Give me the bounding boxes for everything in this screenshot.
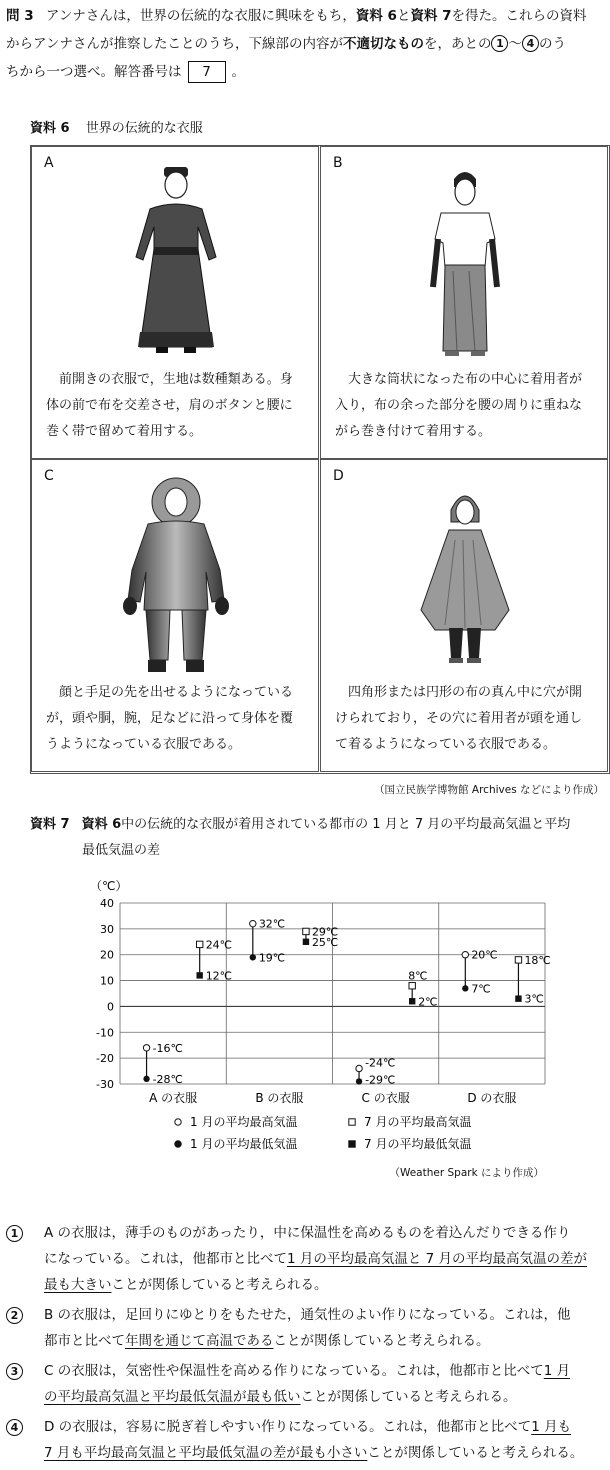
jul-min-label: 2℃ — [418, 995, 438, 1009]
jul-max-point — [303, 928, 309, 934]
legend-marker — [349, 1141, 355, 1147]
clothing-a-illustration — [32, 147, 320, 362]
material7-title: 中の伝統的な衣服が着用されている都市の 1 月と 7 月の平均最高気温と平均 — [121, 817, 571, 832]
choice-number: 2 — [6, 1307, 23, 1324]
chart-unit-label: （℃） — [90, 879, 128, 893]
jan-max-point — [250, 920, 256, 926]
legend-label: 1 月の平均最高気温 — [190, 1115, 298, 1129]
jan-max-label: 20℃ — [471, 948, 498, 962]
jan-max-point — [356, 1065, 362, 1071]
material6-label: 資料 6 — [30, 121, 70, 136]
x-category-label: D の衣服 — [467, 1091, 517, 1105]
y-tick-label: -20 — [96, 1052, 114, 1066]
cell-letter: B — [333, 155, 343, 171]
jul-min-point — [196, 972, 202, 978]
jan-max-label: 32℃ — [258, 917, 286, 931]
y-tick-label: -30 — [96, 1078, 114, 1091]
clothing-cell-a — [31, 146, 319, 459]
question-line-2: からアンナさんが推察したことのうち，下線部の内容が不適切なものを，あとの 1 〜 4 のう — [6, 36, 566, 52]
material6-title: 世界の伝統的な衣服 — [85, 121, 203, 136]
y-tick-label: 0 — [107, 1000, 114, 1014]
jul-max-point — [515, 957, 521, 963]
material7-heading: 資料 7 資料 6中の伝統的な衣服が着用されている都市の 1 月と 7 月の平均最高気温と平均 最低気温の差 — [30, 817, 571, 858]
choice-number: 4 — [6, 1419, 23, 1436]
x-category-label: B の衣服 — [255, 1091, 304, 1105]
jul-max-label: 18℃ — [524, 953, 551, 967]
cell-letter: A — [44, 155, 54, 171]
choice-3[interactable]: 3 C の衣服は，気密性や保温性を高める作りになっている。これは，他都市と比べて1 月 の平均最高気温と平均最低気温が最も低いことが関係していると考えられる。 — [6, 1358, 606, 1410]
cell-letter: C — [44, 468, 54, 484]
jan-min-label: 7℃ — [471, 982, 491, 996]
cell-description: 前開きの衣服で，生地は数種類ある。身 体の前で布を交差させ，肩のボタンと腰に 巻く帯で留めて着用する。 — [46, 372, 293, 439]
material7-source: （Weather Spark により作成） — [389, 1167, 544, 1179]
choice-2[interactable]: 2 B の衣服は，足回りにゆとりをもたせた，通気性のよい作りになっている。これは，他 都市と比べて年間を通じて高温であることが関係していると考えられる。 — [6, 1302, 606, 1354]
jul-min-label: 3℃ — [524, 992, 544, 1006]
jul-max-label: 29℃ — [311, 925, 339, 939]
jul-min-point — [409, 998, 415, 1004]
clothing-d-illustration — [321, 460, 609, 675]
jul-min-point — [303, 939, 309, 945]
jul-max-label: 8℃ — [408, 969, 428, 983]
y-tick-label: -10 — [96, 1026, 114, 1040]
jan-min-point — [250, 954, 256, 960]
clothing-c-illustration — [32, 460, 320, 675]
y-tick-label: 10 — [100, 974, 114, 988]
jan-min-label: 19℃ — [258, 951, 286, 965]
jan-max-label: -16℃ — [152, 1041, 183, 1055]
question-line-1: 問 3 アンナさんは，世界の伝統的な衣服に興味をもち，資料 6と資料 7を得た。これらの資料 — [6, 8, 587, 24]
x-category-label: C の衣服 — [361, 1091, 410, 1105]
legend-label: 7 月の平均最低気温 — [364, 1137, 472, 1151]
clothing-b-illustration — [321, 147, 609, 362]
legend-marker — [175, 1141, 181, 1147]
jul-min-label: 12℃ — [205, 969, 233, 983]
circled-number-4: 4 — [522, 35, 539, 52]
jan-min-point — [356, 1078, 362, 1084]
clothing-cell-c — [31, 459, 319, 772]
y-tick-label: 20 — [100, 948, 114, 962]
cell-description: 顔と手足の先を出せるようになっている が，頭や胴，腕，足などに沿って身体を覆 うようになっている衣服である。 — [46, 685, 294, 752]
jul-min-label: 25℃ — [311, 935, 339, 949]
choice-number: 1 — [6, 1225, 23, 1242]
answer-number-box: 7 — [188, 61, 226, 83]
question-number: 問 3 — [6, 8, 34, 24]
legend-label: 1 月の平均最低気温 — [190, 1137, 298, 1151]
jan-min-label: -29℃ — [365, 1073, 396, 1087]
choice-4[interactable]: 4 D の衣服は，容易に脱ぎ着しやすい作りになっている。これは，他都市と比べて1 月も 7 月も平均最高気温と平均最低気温の差が最も小さいことが関係していると考えられる。 — [6, 1414, 606, 1466]
y-tick-label: 40 — [100, 897, 114, 910]
choice-number: 3 — [6, 1363, 23, 1380]
jan-max-point — [462, 952, 468, 958]
clothing-grid — [30, 145, 610, 774]
jan-max-point — [143, 1045, 149, 1051]
clothing-cell-b — [320, 146, 608, 459]
legend-label: 7 月の平均最高気温 — [364, 1115, 472, 1129]
jul-max-label: 24℃ — [205, 938, 233, 952]
question-header — [6, 2, 606, 86]
jul-max-point — [409, 983, 415, 989]
y-tick-label: 30 — [100, 922, 114, 936]
circled-number-1: 1 — [491, 35, 508, 52]
cell-description: 四角形または円形の布の真ん中に穴が開 けられており，その穴に着用者が頭を通し て着るようになっている衣服である。 — [335, 685, 583, 752]
temperature-chart — [0, 870, 610, 1110]
x-category-label: A の衣服 — [149, 1091, 198, 1105]
material7-label: 資料 7 — [30, 817, 70, 832]
jul-min-point — [515, 995, 521, 1001]
question-line-3: ちから一つ選べ。解答番号は 7 。 — [6, 58, 606, 86]
clothing-cell-d — [320, 459, 608, 772]
material6-heading — [30, 117, 203, 136]
jan-min-label: -28℃ — [152, 1072, 183, 1086]
jan-min-point — [462, 985, 468, 991]
cell-letter: D — [333, 468, 344, 484]
jul-max-point — [196, 941, 202, 947]
jan-min-point — [143, 1076, 149, 1082]
material6-source: （国立民族学博物館 Archives などにより作成） — [374, 784, 604, 796]
cell-description: 大きな筒状になった布の中心に着用者が 入り，布の余った部分を腰の周りに重ねな がら巻き付けて着用する。 — [335, 372, 583, 439]
legend-marker — [175, 1119, 181, 1125]
chart-legend — [0, 1112, 610, 1158]
jan-max-label: -24℃ — [365, 1056, 396, 1070]
choice-1[interactable]: 1 A の衣服は，薄手のものがあったり，中に保温性を高めるものを着込んだりできる作り になっている。これは，他都市と比べて1 月の平均最高気温と 7 月の平均最高気温の差が 最も大きいことが関係していると考えられる。 — [6, 1220, 606, 1298]
legend-marker — [349, 1119, 355, 1125]
